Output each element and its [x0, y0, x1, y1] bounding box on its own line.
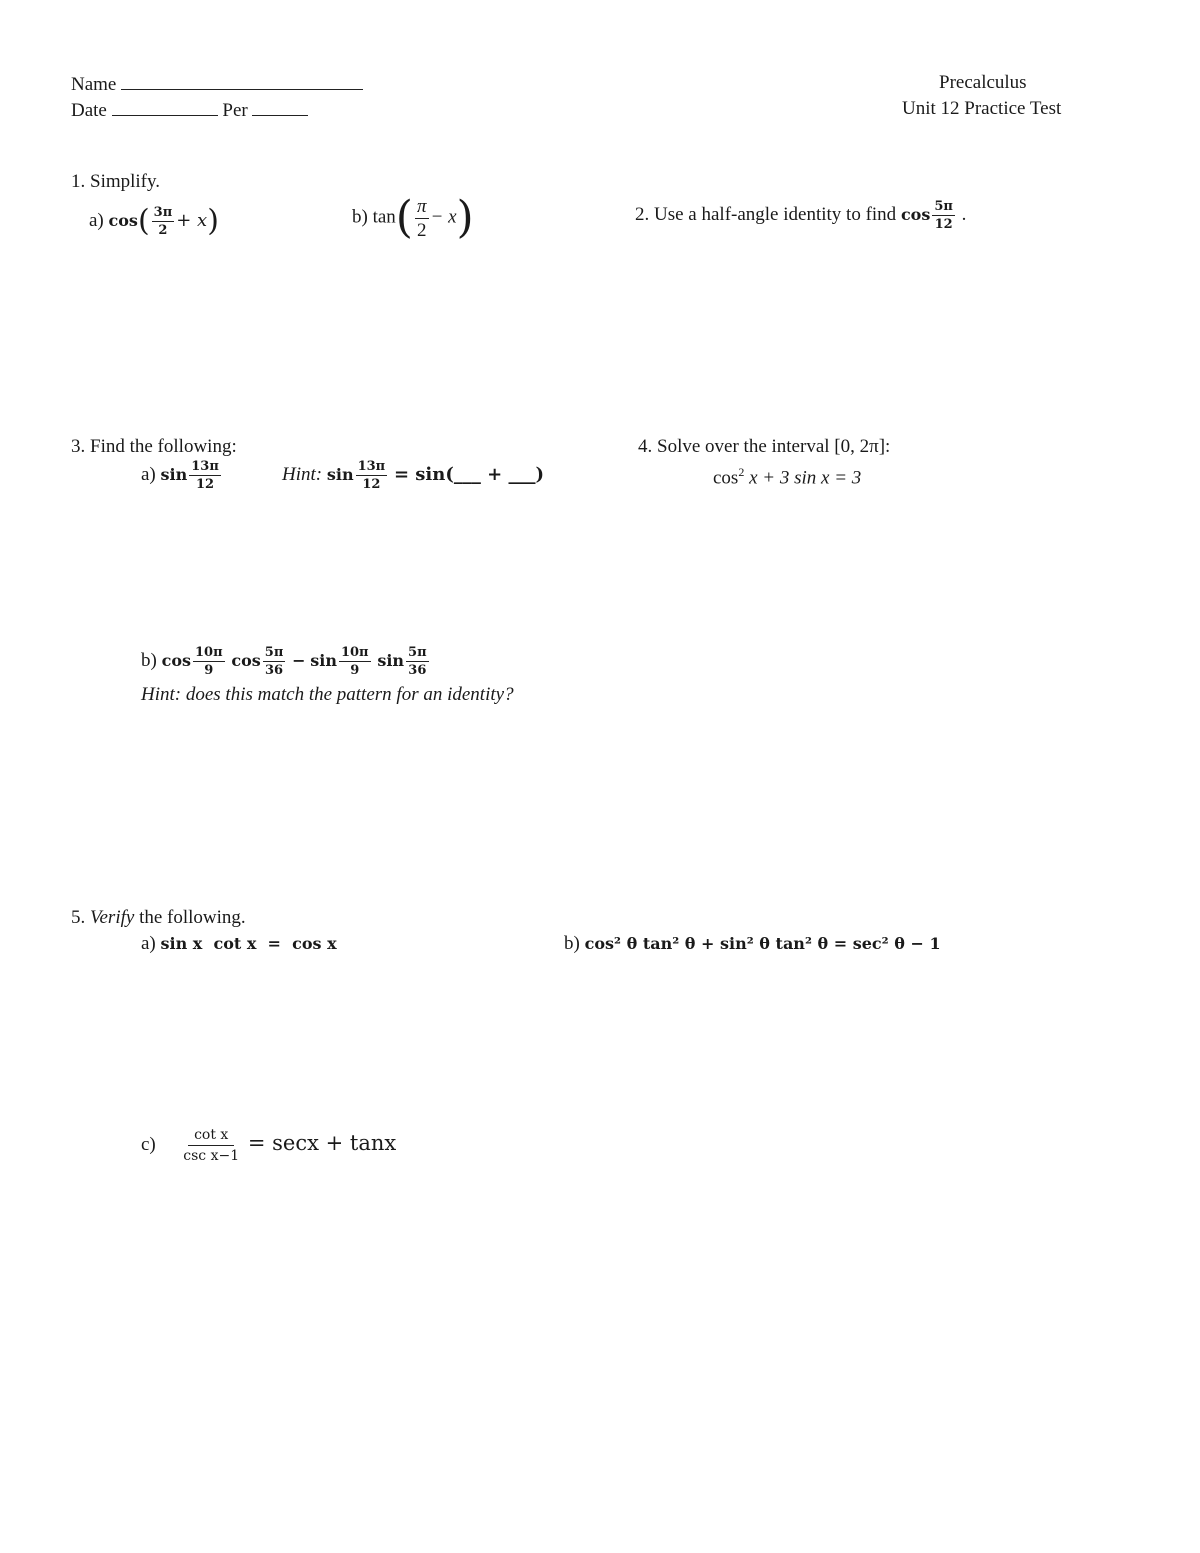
q1b-label: b): [352, 206, 368, 228]
q5-prompt: [71, 907, 246, 929]
q1a-den: 2: [158, 223, 168, 238]
q4-prompt: 4. Solve over the interval [0, 2π]:: [638, 436, 891, 457]
q3b-t4-fraction: [406, 646, 429, 677]
q3b-t3-den: 9: [350, 663, 360, 678]
q3-hint-label: Hint:: [282, 463, 323, 485]
q3b-t4-func: sin: [377, 650, 405, 670]
q3-prompt: 3. Find the following:: [71, 436, 237, 457]
test-title: Unit 12 Practice Test: [902, 98, 1062, 119]
q1b-num: π: [416, 195, 427, 217]
name-label: Name: [71, 74, 117, 95]
q3-hint-num: 13π: [357, 459, 386, 474]
q1a-close-paren: ): [207, 203, 219, 239]
q5b-label: b): [564, 933, 580, 954]
q5-verify-word: Verify: [90, 907, 135, 928]
q3a-den: 12: [195, 477, 215, 492]
q3a-num: 13π: [191, 459, 219, 474]
per-label: Per: [222, 100, 248, 121]
q5c-den: csc x−1: [183, 1148, 240, 1164]
q4-eq-exp: 2: [738, 465, 745, 479]
q2-fraction: [932, 200, 955, 231]
q1a-num: 3π: [153, 205, 173, 220]
q5-prompt-rest: the following.: [134, 907, 246, 928]
q1b-close-paren: ): [456, 192, 474, 243]
q1b-fraction: [415, 197, 429, 240]
q5-part-a: [141, 933, 337, 955]
q2: [635, 200, 966, 231]
q5-part-b: [564, 933, 941, 955]
q3-hint-rhs: = sin(___ + ___): [393, 463, 544, 485]
q3a-func: sin: [160, 464, 188, 484]
q3b-t4-den: 36: [408, 663, 427, 678]
q2-num: 5π: [934, 199, 953, 214]
q3a-fraction: [189, 460, 221, 491]
q5-num-label: 5.: [71, 907, 86, 928]
q3-part-a: [141, 460, 223, 491]
q1-part-b: [352, 192, 474, 243]
q3b-t1-func: cos: [161, 650, 191, 670]
q1a-tail: + x: [176, 209, 208, 231]
q2-prompt: 2. Use a half-angle identity to find: [635, 203, 897, 225]
q5c-rhs: = secx + tanx: [247, 1130, 397, 1155]
q2-end: .: [961, 203, 967, 225]
q5c-num: cot x: [188, 1128, 234, 1146]
q1b-tail: − x: [430, 206, 457, 228]
q3b-minus: −: [292, 650, 306, 670]
q1-part-a: [89, 203, 219, 239]
q3b-t2-fraction: [263, 646, 286, 677]
q5c-fraction: [181, 1128, 241, 1163]
per-blank: [252, 98, 308, 116]
q1b-den: 2: [416, 219, 427, 241]
q3b-t4-num: 5π: [408, 645, 427, 660]
q3b-t1-num: 10π: [195, 645, 223, 660]
name-blank: [121, 72, 363, 90]
date-per-line: [71, 98, 308, 122]
q1b-open-paren: (: [395, 192, 413, 243]
q3b-hint: Hint: does this match the pattern for an identity?: [141, 684, 514, 705]
q1b-func: tan: [372, 206, 396, 228]
q5a-equation: sin x cot x = cos x: [160, 934, 337, 953]
date-label: Date: [71, 100, 107, 121]
q3b-t1-den: 9: [204, 663, 214, 678]
q1-prompt: 1. Simplify.: [71, 171, 161, 192]
q3b-t2-den: 36: [265, 663, 284, 678]
q5c-label: c): [141, 1133, 156, 1155]
q1a-fraction: [152, 206, 175, 237]
q3b-t3-fraction: [339, 646, 371, 677]
q3-hint-fraction: [356, 460, 388, 491]
q4-eq-lhs: cos: [713, 467, 739, 489]
q3-hint-func: sin: [326, 464, 354, 484]
q1a-open-paren: (: [137, 203, 150, 239]
date-blank: [112, 98, 218, 116]
q5a-label: a): [141, 933, 156, 954]
q5b-equation: cos² θ tan² θ + sin² θ tan² θ = sec² θ − 1: [584, 934, 941, 953]
course-name: Precalculus: [939, 72, 1027, 93]
q3b-t2-func: cos: [231, 650, 261, 670]
q2-den: 12: [934, 217, 953, 232]
q3a-label: a): [141, 463, 156, 485]
q4-equation: [713, 465, 861, 489]
q5-part-c: [141, 1128, 396, 1163]
q1a-func: cos: [108, 210, 138, 230]
name-line: [71, 72, 363, 96]
q3b-t3-num: 10π: [340, 645, 369, 660]
q3b-label: b): [141, 649, 157, 671]
q3-hint: [282, 460, 544, 491]
q3-part-b: [141, 646, 431, 677]
q3-hint-den: 12: [362, 477, 381, 492]
q3b-t1-fraction: [193, 646, 225, 677]
q4-eq-rest: x + 3 sin x = 3: [744, 467, 862, 489]
q2-func: cos: [900, 204, 931, 224]
q3b-t3-func: sin: [310, 650, 337, 670]
q1a-label: a): [89, 209, 104, 231]
q3b-t2-num: 5π: [264, 645, 284, 660]
